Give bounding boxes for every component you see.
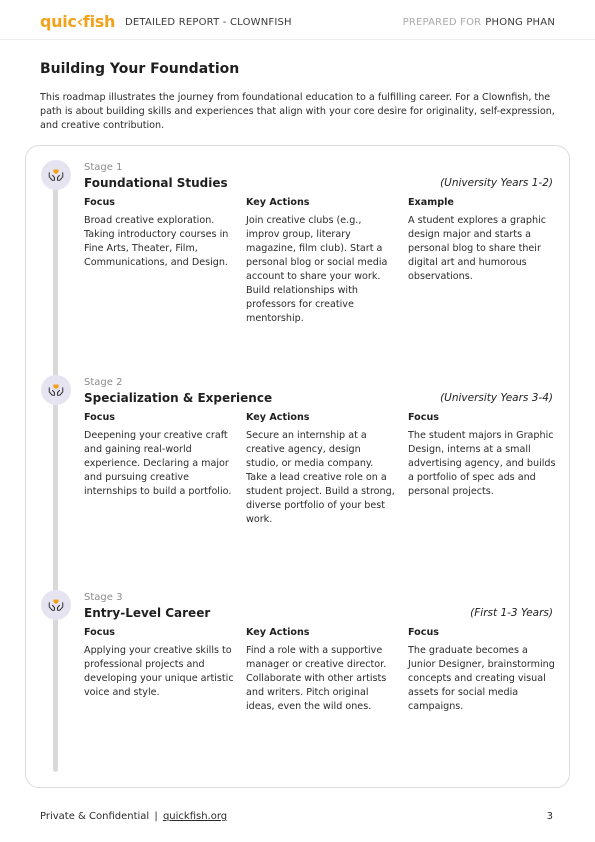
key-actions-heading: Key Actions bbox=[246, 627, 310, 638]
prepared-for-name: PHONG PHAN bbox=[485, 17, 555, 28]
stage-name: Entry-Level Career bbox=[84, 606, 211, 620]
timeline-line bbox=[53, 172, 58, 772]
hands-heart-icon bbox=[41, 160, 71, 190]
stage-label: Stage 3 bbox=[84, 592, 123, 603]
key-actions-heading: Key Actions bbox=[246, 197, 310, 208]
stage-name: Specialization & Experience bbox=[84, 391, 273, 405]
key-actions-text: Find a role with a supportive manager or creative director. Collaborate with other artists and writers. Pitch original ideas, even the wild ones. bbox=[246, 645, 387, 712]
key-actions-heading: Key Actions bbox=[246, 412, 310, 423]
stage-label: Stage 1 bbox=[84, 162, 123, 173]
focus-text: Broad creative exploration. Taking introductory courses in Fine Arts, Theater, Film, Communications, and Design. bbox=[84, 215, 229, 268]
prepared-for-label: PREPARED FOR bbox=[402, 17, 482, 28]
footer-separator: | bbox=[154, 811, 158, 822]
prepared-for bbox=[403, 17, 555, 28]
focus-heading: Focus bbox=[84, 412, 115, 423]
confidential-label: Private & Confidential bbox=[40, 811, 150, 822]
focus-text: Applying your creative skills to professional projects and developing your unique artistic voice and style. bbox=[84, 645, 234, 698]
website-link[interactable]: quickfish.org bbox=[162, 811, 228, 822]
report-title: DETAILED REPORT - CLOWNFISH bbox=[125, 17, 292, 28]
hands-heart-icon bbox=[41, 590, 71, 620]
intro-paragraph: This roadmap illustrates the journey from foundational education to a fulfilling career. For a Clownfish, the path is about building skills and experiences that align with your core desire for originality, self-expression, and creative contribution. bbox=[40, 92, 555, 131]
example-text: The graduate becomes a Junior Designer, brainstorming concepts and creating visual assets for social media campaigns. bbox=[408, 645, 555, 712]
focus-text: Deepening your creative craft and gaining real-world experience. Declaring a major and pursuing creative internships to build a portfolio. bbox=[84, 430, 232, 497]
hands-heart-icon bbox=[41, 375, 71, 405]
focus-heading: Focus bbox=[84, 197, 115, 208]
page-footer bbox=[40, 811, 227, 822]
stage-period: (First 1-3 Years) bbox=[470, 607, 553, 619]
section-title: Building Your Foundation bbox=[40, 61, 240, 77]
example-text: The student majors in Graphic Design, interns at a small advertising agency, and builds a portfolio of spec ads and personal projects. bbox=[408, 430, 556, 497]
key-actions-text: Secure an internship at a creative agency, design studio, or media company. Take a lead creative role on a student project. Build a strong, diverse portfolio of your best work. bbox=[246, 430, 395, 525]
stage-name: Foundational Studies bbox=[84, 176, 228, 190]
example-heading: Example bbox=[408, 197, 454, 208]
stage-period: (University Years 1-2) bbox=[440, 177, 553, 189]
stage-label: Stage 2 bbox=[84, 377, 123, 388]
stage-period: (University Years 3-4) bbox=[440, 392, 553, 404]
focus-heading: Focus bbox=[408, 412, 439, 423]
page-header bbox=[0, 0, 595, 40]
focus-heading: Focus bbox=[84, 627, 115, 638]
page-number: 3 bbox=[546, 811, 553, 822]
focus-heading: Focus bbox=[408, 627, 439, 638]
quickfish-logo[interactable]: quic‹fish bbox=[40, 12, 116, 31]
key-actions-text: Join creative clubs (e.g., improv group, literary magazine, film club). Start a personal blog or social media account to share your work. Build relationships with professors for creative mentorship. bbox=[246, 215, 388, 324]
example-text: A student explores a graphic design major and starts a personal blog to share their digital art and humorous observations. bbox=[408, 215, 547, 282]
